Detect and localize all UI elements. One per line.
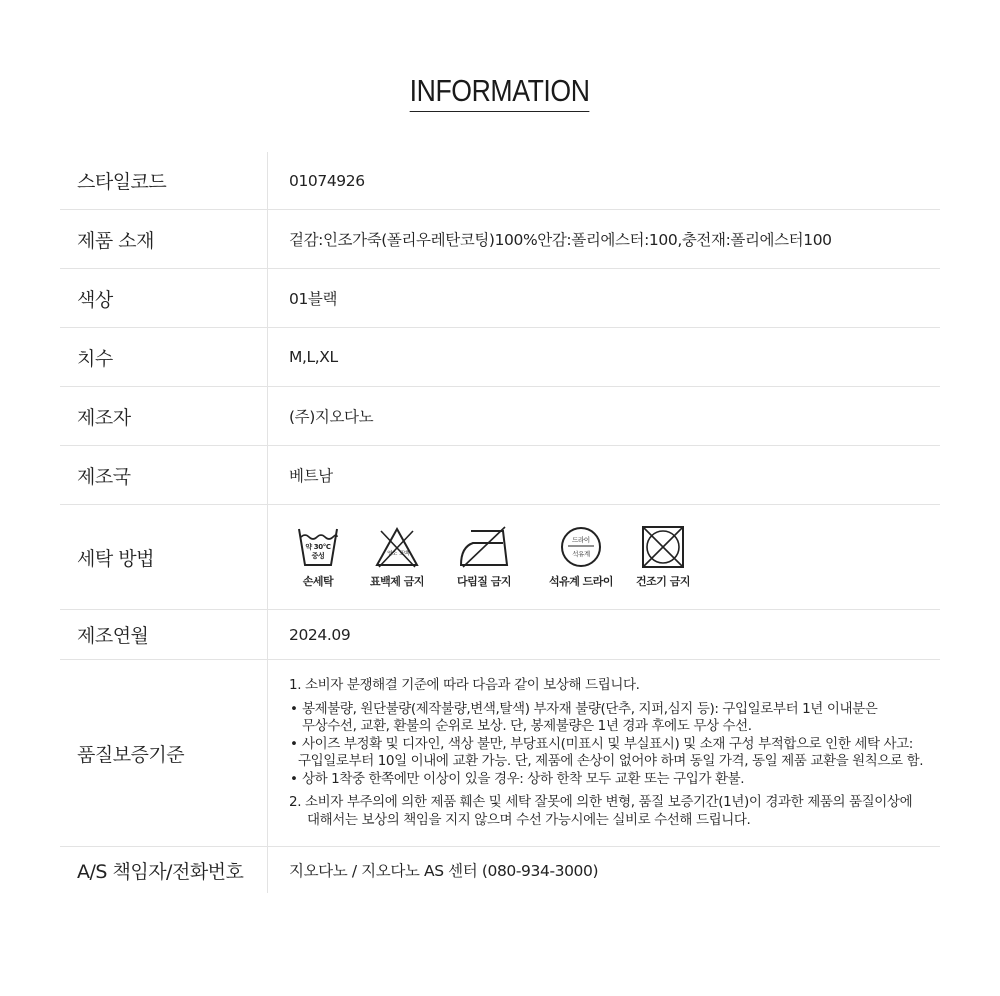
row-material [60, 210, 940, 269]
row-size [60, 328, 940, 387]
row-value: 지오다노 / 지오다노 AS 센터 (080-934-3000) [289, 862, 599, 880]
row-label: 세탁 방법 [60, 505, 268, 609]
no-bleach-item [364, 525, 430, 589]
row-value: (주)지오다노 [289, 408, 374, 426]
quality-line: 소비자 부주의에 의한 제품 훼손 및 세탁 잘못에 의한 변형, 품질 보증기간(1년)이 경과한 제품의 품질이상에 [305, 794, 913, 810]
dry-clean-text-1: 드라이 [572, 536, 590, 544]
row-label: 스타일코드 [60, 152, 268, 209]
no-tumble-dry-icon [640, 525, 686, 569]
bleach-text-1: 염소 [387, 551, 397, 557]
quality-line: 소비자 분쟁해결 기준에 따라 다음과 같이 보상해 드립니다. [305, 677, 640, 693]
row-color [60, 269, 940, 328]
list-number: 1. [289, 677, 302, 693]
wash-caption: 다림질 금지 [457, 575, 511, 588]
no-tumble-dry-item [630, 525, 696, 589]
wash-caption: 석유계 드라이 [548, 575, 614, 588]
no-iron-item [451, 525, 517, 589]
quality-line: 사이즈 부정확 및 디자인, 색상 불만, 부당표시(미표시 및 부실표시) 및 소재 구성 부적합으로 인한 세탁 사고: [302, 735, 913, 752]
row-label: 색상 [60, 269, 268, 327]
row-country [60, 446, 940, 505]
wash-caption: 손세탁 [302, 575, 334, 588]
no-iron-icon [457, 525, 511, 569]
row-label: 치수 [60, 328, 268, 386]
bleach-text-2: 표백 [399, 551, 409, 557]
wash-caption: 건조기 금지 [636, 575, 690, 588]
row-as [60, 847, 940, 893]
quality-line: 대해서는 보상의 책임을 지지 않으며 수선 가능시에는 실비로 수선해 드립니다. [307, 811, 751, 828]
row-date [60, 610, 940, 660]
hand-wash-item [285, 525, 351, 589]
list-number: 2. [289, 794, 302, 810]
quality-line: 상하 1착중 한쪽에만 이상이 있을 경우: 상하 한착 모두 교환 또는 구입가 환불. [302, 770, 745, 787]
row-value: 01블랙 [289, 290, 338, 308]
row-value: 베트남 [289, 467, 333, 485]
dry-clean-text-2: 석유계 [572, 550, 590, 558]
no-bleach-icon [373, 525, 421, 569]
row-style-code [60, 152, 940, 210]
row-value: 겉감:인조가죽(폴리우레탄코팅)100%안감:폴리에스터:100,충전재:폴리에스터100 [289, 231, 832, 249]
bullet: • [290, 770, 298, 787]
dry-clean-item [542, 525, 620, 589]
row-label: A/S 책임자/전화번호 [60, 847, 268, 893]
wash-caption: 표백제 금지 [370, 575, 424, 588]
row-maker [60, 387, 940, 446]
hand-wash-temp: 약 30°C [305, 543, 331, 551]
row-value: 01074926 [289, 171, 365, 190]
row-label: 제조국 [60, 446, 268, 504]
row-label: 제조자 [60, 387, 268, 445]
quality-line: 구입일로부터 10일 이내에 교환 가능. 단, 제품에 손상이 없어야 하며 동일 가격, 동일 제품 교환을 원칙으로 함. [298, 753, 924, 769]
quality-bullet-1 [289, 701, 877, 719]
row-quality [60, 660, 940, 847]
bullet: • [290, 700, 298, 717]
quality-bullet-3 [289, 771, 744, 789]
page-title: INFORMATION [410, 72, 590, 112]
row-value: M,L,XL [289, 348, 338, 366]
quality-text [268, 660, 940, 846]
quality-item-2 [289, 794, 912, 812]
row-washing [60, 505, 940, 610]
quality-item-1 [289, 677, 640, 695]
row-label: 제조연월 [60, 610, 268, 659]
info-table [60, 152, 940, 893]
row-label: 제품 소재 [60, 210, 268, 268]
row-label: 품질보증기준 [60, 660, 268, 846]
page-title-wrap [0, 72, 1000, 112]
hand-wash-icon [295, 525, 341, 569]
hand-wash-detergent: 중성 [311, 552, 325, 560]
dry-clean-icon [558, 525, 604, 569]
row-value: 2024.09 [289, 625, 351, 644]
quality-line: 무상수선, 교환, 환불의 순위로 보상. 단, 봉제불량은 1년 경과 후에도 무상 수선. [302, 718, 752, 734]
bullet: • [290, 735, 298, 752]
quality-bullet-2 [289, 736, 913, 754]
quality-line: 봉제불량, 원단불량(제작불량,변색,탈색) 부자재 불량(단추, 지퍼,심지 등): 구입일로부터 1년 이내분은 [302, 700, 878, 717]
washing-icons [268, 505, 940, 609]
